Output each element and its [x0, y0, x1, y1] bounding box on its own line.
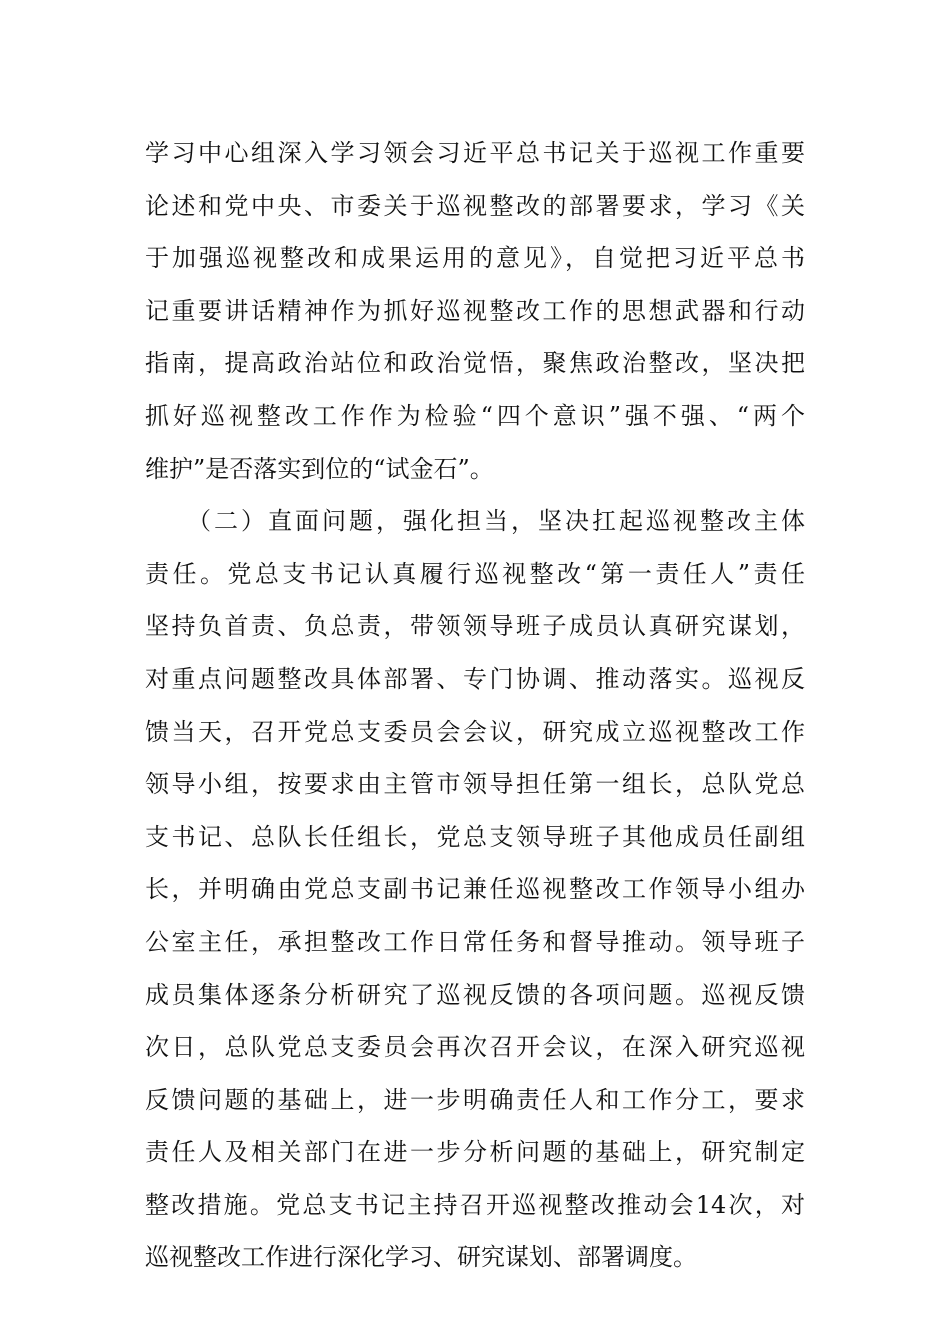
text-line: 坚持负首责、负总责，带领领导班子成员认真研究谋划， — [145, 612, 805, 641]
text-line: 整改措施。党总支书记主持召开巡视整改推动会14次，对 — [145, 1190, 805, 1219]
text-line: 论述和党中央、市委关于巡视整改的部署要求，学习《关 — [145, 191, 805, 220]
text-line: 维护”是否落实到位的“试金石”。 — [145, 454, 494, 483]
section-heading-line: （二）直面问题，强化担当，坚决扛起巡视整改主体 — [145, 507, 805, 536]
text-line: 责任人及相关部门在进一步分析问题的基础上，研究制定 — [145, 1138, 805, 1167]
text-line: 于加强巡视整改和成果运用的意见》，自觉把习近平总书 — [145, 244, 805, 273]
text-line: 责任。党总支书记认真履行巡视整改“第一责任人”责任 — [145, 559, 805, 588]
text-line: 公室主任，承担整改工作日常任务和督导推动。领导班子 — [145, 927, 805, 956]
text-line: 记重要讲话精神作为抓好巡视整改工作的思想武器和行动 — [145, 296, 805, 325]
text-line: 成员集体逐条分析研究了巡视反馈的各项问题。巡视反馈 — [145, 980, 805, 1009]
text-line: 学习中心组深入学习领会习近平总书记关于巡视工作重要 — [145, 139, 805, 167]
text-line: 对重点问题整改具体部署、专门协调、推动落实。巡视反 — [145, 664, 805, 693]
text-line: 指南，提高政治站位和政治觉悟，聚焦政治整改，坚决把 — [145, 349, 805, 378]
document-body — [145, 127, 805, 1284]
text-line: 馈当天，召开党总支委员会会议，研究成立巡视整改工作 — [145, 717, 805, 746]
text-line: 抓好巡视整改工作作为检验“四个意识”强不强、“两个 — [145, 401, 805, 430]
text-line: 次日，总队党总支委员会再次召开会议，在深入研究巡视 — [145, 1033, 805, 1062]
text-line: 长，并明确由党总支副书记兼任巡视整改工作领导小组办 — [145, 875, 805, 904]
text-line: 支书记、总队长任组长，党总支领导班子其他成员任副组 — [145, 822, 805, 851]
text-line: 领导小组，按要求由主管市领导担任第一组长，总队党总 — [145, 770, 805, 799]
text-line: 反馈问题的基础上，进一步明确责任人和工作分工，要求 — [145, 1085, 805, 1114]
text-line: 巡视整改工作进行深化学习、研究谋划、部署调度。 — [145, 1243, 697, 1272]
